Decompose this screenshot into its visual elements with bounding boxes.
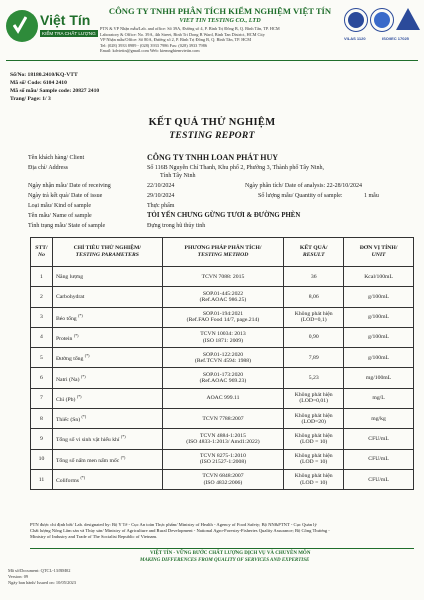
result-line: 5,23 xyxy=(308,375,319,382)
method-line: AOAC 999.11 xyxy=(206,395,240,402)
table-row xyxy=(31,327,414,347)
method-line: SOP.01-194:2021 xyxy=(202,311,244,318)
row-number: 1 xyxy=(40,273,43,280)
method-line: (ISO 1871: 2009) xyxy=(202,337,244,344)
unit-value: CFU/mL xyxy=(368,435,389,442)
report-number: Số/No: 18180.2410/KQ-VTT xyxy=(10,72,78,78)
method-line: (Ref.FAO Food 14/7, page.214) xyxy=(186,317,260,324)
row-number-cell xyxy=(31,327,53,347)
result-cell xyxy=(284,388,344,408)
analysis-date: Ngày phân tích/ Date of analysis: 22-28/10/2024 xyxy=(245,183,362,189)
result-cell xyxy=(284,267,344,287)
method-cell xyxy=(162,307,284,327)
parameter-cell xyxy=(52,449,162,469)
parameter-name: Protein xyxy=(55,335,73,342)
method-line: TCVN 10034: 2013 xyxy=(200,331,246,338)
unit-cell xyxy=(344,287,414,307)
unit-value: CFU/mL xyxy=(368,476,389,483)
column-header xyxy=(344,238,414,267)
unit-cell xyxy=(344,327,414,347)
parameter-name: Thiếc (Sn) xyxy=(55,417,81,424)
row-number-cell xyxy=(31,409,53,429)
parameter-name: Năng lượng xyxy=(55,273,84,280)
row-number: 3 xyxy=(40,314,43,321)
row-number-cell xyxy=(31,388,53,408)
parameter-name: Coliforms xyxy=(55,477,80,484)
triangle-cert-icon xyxy=(396,8,420,30)
table-row xyxy=(31,267,414,287)
unit-value: mg/100mL xyxy=(365,375,392,382)
parameter-cell xyxy=(52,429,162,449)
unit-value: mg/kg xyxy=(371,415,386,422)
header-contact-line: Tel: (028) 3933 8989 - (028) 3933 7986 Fax: (028) 3933 7986 xyxy=(100,42,207,48)
parameter-cell xyxy=(52,368,162,388)
row-number-cell xyxy=(31,429,53,449)
document-code: Mã số/Document: QTCL-13/BM02 xyxy=(8,568,71,573)
column-header xyxy=(284,238,344,267)
column-header-en: No xyxy=(38,252,45,258)
column-header-vn: ĐƠN VỊ TÍNH/ xyxy=(359,245,398,252)
accreditation-mark: (*) xyxy=(80,475,86,481)
method-cell xyxy=(162,449,284,469)
unit-cell xyxy=(344,388,414,408)
method-line: SOP.01-445:2022 xyxy=(202,290,244,297)
method-cell xyxy=(162,267,284,287)
quantity-label: Số lượng mẫu/ Quantity of sample: xyxy=(258,193,343,199)
method-line: (Ref.TCVN 4594: 1988) xyxy=(194,357,251,364)
designation-note: PTN được chỉ định bởi/ Lab. designated by: Bộ Y Tế - Cục An toàn Thực phẩm/ Ministry of Health - Agency of Food Safety; Bộ NN&PTNT - Cục Quản lý xyxy=(30,522,317,527)
row-number-cell xyxy=(31,287,53,307)
client-value: CÔNG TY TNHH LOAN PHÁT HUY xyxy=(147,153,279,162)
result-line: 36 xyxy=(310,273,317,280)
header-address-line: VP Nhận mẫu/Office: Số 80A, Đường số 2, P. Bình Trị Đông B, Q. Bình Tân, TP. HCM xyxy=(100,37,252,42)
result-cell xyxy=(284,348,344,368)
document-issued-date: Ngày ban hành/ Issued on: 10/05/2023 xyxy=(8,580,76,585)
row-number-cell xyxy=(31,449,53,469)
parameter-cell xyxy=(52,267,162,287)
result-line: Không phát hiện xyxy=(294,453,333,460)
parameter-cell xyxy=(52,409,162,429)
table-row xyxy=(31,469,414,489)
parameter-cell xyxy=(52,469,162,489)
designation-note: Chất lượng Nông Lâm sản và Thủy sản/ Ministry of Agriculture and Rural Development - National Agro-Forestry-Fisheries Quality Assurance; Bộ Công Thương - xyxy=(30,528,330,533)
accreditation-mark: (*) xyxy=(73,332,79,338)
unit-value: g/100mL xyxy=(368,334,389,341)
customer-code: Mã số/ Code: 6104 2410 xyxy=(10,80,67,86)
accreditation-mark: (*) xyxy=(76,393,82,399)
parameter-name: Tổng số vi sinh vật hiếu khí xyxy=(55,437,120,444)
accreditation-mark: (*) xyxy=(84,353,90,359)
header-divider xyxy=(6,60,418,61)
kind-value: Thực phẩm xyxy=(147,203,175,209)
method-cell xyxy=(162,327,284,347)
designation-note: Ministry of Industry and Trade of The Socialist Republic of Vietnam. xyxy=(30,534,158,539)
result-line: (LOD = 10) xyxy=(300,459,328,466)
row-number: 11 xyxy=(38,476,45,483)
unit-cell xyxy=(344,267,414,287)
result-line: (LOD=0,1) xyxy=(300,317,327,324)
result-cell xyxy=(284,469,344,489)
unit-cell xyxy=(344,368,414,388)
header-address-line: Laboratory & Office: No. 39A, 4th Street, Binh Tri Dong B Ward, Binh Tan District, HCM City xyxy=(100,31,265,37)
method-line: (ISO 4833-1:2013/ Amd1:2022) xyxy=(186,439,260,446)
parameter-name: Carbohydrat xyxy=(55,293,85,300)
sample-name-label: Tên mẫu/ Name of sample xyxy=(28,213,92,219)
accreditation-mark: (*) xyxy=(81,414,87,420)
logo-check-icon xyxy=(6,10,38,42)
result-cell xyxy=(284,368,344,388)
method-line: (Ref.AOAC 986.25) xyxy=(199,296,247,303)
result-line: 8,06 xyxy=(308,293,319,300)
receiving-date-value: 22/10/2024 xyxy=(147,183,175,189)
unit-value: mg/L xyxy=(372,395,385,402)
result-cell xyxy=(284,429,344,449)
footer-tagline-en: MAKING DIFFERENCES FROM QUALITY OF SERVICES AND EXPERTISE xyxy=(140,558,310,563)
kind-label: Loại mẫu/ Kind of sample xyxy=(28,203,91,209)
address-label: Địa chỉ/ Address xyxy=(28,165,68,171)
table-row xyxy=(31,429,414,449)
footer-tagline-vn: VIỆT TÍN - VỮNG BƯỚC CHẤT LƯỢNG DỊCH VỤ VÀ CHUYÊN MÔN xyxy=(150,551,311,556)
page-number: Trang/ Page: 1/ 3 xyxy=(10,96,51,102)
accreditation-mark: (*) xyxy=(120,454,126,460)
company-name-vn: CÔNG TY TNHH PHÂN TÍCH KIỂM NGHIỆM VIỆT TÍN xyxy=(108,6,332,16)
method-cell xyxy=(162,348,284,368)
column-header-vn: CHỈ TIÊU THỬ NGHIỆM/ xyxy=(73,245,141,252)
result-cell xyxy=(284,409,344,429)
unit-value: g/100mL xyxy=(368,354,389,361)
accreditation-mark: (*) xyxy=(80,373,86,379)
method-line: (ISO 4832:2006) xyxy=(203,479,243,486)
parameter-name: Chì (Pb) xyxy=(55,396,76,403)
unit-value: CFU/mL xyxy=(368,456,389,463)
row-number-cell xyxy=(31,267,53,287)
client-label: Tên khách hàng/ Client xyxy=(28,155,85,161)
method-cell xyxy=(162,287,284,307)
parameter-cell xyxy=(52,348,162,368)
address-value: Số 116B Nguyễn Chí Thanh, Khu phố 2, Phường 3, Thành phố Tây Ninh, xyxy=(147,165,325,171)
cert-caption: ISO/IEC 17025 xyxy=(382,36,409,41)
sample-state-value: Đựng trong hũ thủy tinh xyxy=(147,223,206,229)
column-header xyxy=(31,238,53,267)
company-logo xyxy=(6,8,94,46)
method-line: TCVN 4884-1:2015 xyxy=(199,432,246,439)
header-contact-line: Email: kdvietin@gmail.com Web: kiemnghiemvietin.com xyxy=(100,48,200,53)
table-row xyxy=(31,388,414,408)
method-line: SOP.01-173:2020 xyxy=(202,371,244,378)
result-cell xyxy=(284,449,344,469)
issue-date-value: 29/10/2024 xyxy=(147,193,175,199)
certification-logos xyxy=(344,6,420,46)
result-line: 7,89 xyxy=(308,354,319,361)
row-number-cell xyxy=(31,348,53,368)
address-value-cont: Tỉnh Tây Ninh xyxy=(160,173,196,179)
method-cell xyxy=(162,368,284,388)
row-number: 4 xyxy=(40,334,43,341)
receiving-date-label: Ngày nhận mẫu/ Date of receiving xyxy=(28,183,111,189)
row-number: 6 xyxy=(40,375,43,382)
result-line: 0,90 xyxy=(308,334,319,341)
footer-divider xyxy=(30,548,414,549)
result-line: Không phát hiện xyxy=(294,412,333,419)
method-line: (Ref.AOAC 969.23) xyxy=(199,378,247,385)
row-number: 5 xyxy=(40,354,43,361)
column-header-en: RESULT xyxy=(302,252,325,258)
column-header xyxy=(162,238,284,267)
sample-state-label: Tình trạng mẫu/ State of sample xyxy=(28,223,106,229)
brand-name: Việt Tín xyxy=(40,12,91,28)
method-line: TCVN 7088: 2015 xyxy=(201,273,245,280)
parameter-name: Natri (Na) xyxy=(55,376,80,383)
table-row xyxy=(31,348,414,368)
row-number: 8 xyxy=(40,415,43,422)
method-cell xyxy=(162,409,284,429)
cert-caption: VILAS 1120 xyxy=(344,36,366,41)
vilas-badge-icon xyxy=(344,8,368,32)
row-number-cell xyxy=(31,307,53,327)
accreditation-mark: (*) xyxy=(78,312,83,318)
result-line: Không phát hiện xyxy=(294,473,333,480)
unit-cell xyxy=(344,307,414,327)
row-number: 2 xyxy=(40,293,43,300)
iso-badge-icon xyxy=(370,8,394,32)
unit-cell xyxy=(344,348,414,368)
accreditation-mark: (*) xyxy=(120,434,126,440)
sample-code: Mã số mẫu/ Sample code: 20827 2410 xyxy=(10,88,100,94)
method-line: TCVN 6848:2007 xyxy=(202,473,244,480)
unit-cell xyxy=(344,449,414,469)
parameter-name: Tổng số nấm men nấm mốc xyxy=(55,457,120,464)
table-row xyxy=(31,287,414,307)
parameter-cell xyxy=(52,388,162,408)
report-title-vn: KẾT QUẢ THỬ NGHIỆM xyxy=(148,117,276,128)
result-line: (LOD=20) xyxy=(301,418,326,425)
row-number-cell xyxy=(31,469,53,489)
sample-name-value: TỎI YẾN CHƯNG GỪNG TƯƠI & ĐƯỜNG PHÈN xyxy=(147,212,301,219)
result-line: (LOD = 10) xyxy=(300,479,328,486)
row-number: 10 xyxy=(38,456,45,463)
column-header-en: UNIT xyxy=(371,252,386,258)
unit-cell xyxy=(344,469,414,489)
column-header xyxy=(52,238,162,267)
column-header-en: TESTING METHOD xyxy=(197,252,249,258)
result-line: Không phát hiện xyxy=(294,432,333,439)
brand-tag: KIỂM TRA CHẤT LƯỢNG xyxy=(42,31,96,36)
table-row xyxy=(31,368,414,388)
row-number: 7 xyxy=(40,395,43,402)
result-line: Không phát hiện xyxy=(294,311,333,318)
result-cell xyxy=(284,327,344,347)
unit-value: g/100mL xyxy=(368,314,389,321)
column-header-vn: STT/ xyxy=(35,245,48,252)
issue-date-label: Ngày trả kết quả/ Date of issue xyxy=(28,193,103,199)
header-address-line: PTN & VP Nhận mẫu/Lab. and office: Số 39A, Đường số 4, P. Bình Trị Đông B, Q. Bình Tân, TP. HCM xyxy=(100,26,280,31)
method-line: SOP.01-122:2020 xyxy=(202,351,244,358)
column-header-en: TESTING PARAMETERS xyxy=(75,252,139,258)
parameter-cell xyxy=(52,287,162,307)
row-number-cell xyxy=(31,368,53,388)
parameter-cell xyxy=(52,327,162,347)
method-line: TCVN 8275-1:2010 xyxy=(199,453,246,460)
method-line: TCVN 7788:2007 xyxy=(202,415,244,422)
table-row xyxy=(31,449,414,469)
unit-value: g/100mL xyxy=(368,293,389,300)
document-version: Version: 09 xyxy=(8,574,29,579)
parameter-cell xyxy=(52,307,162,327)
report-title-en: TESTING REPORT xyxy=(169,130,255,141)
table-header-row xyxy=(31,238,414,267)
table-row xyxy=(31,307,414,327)
parameter-name: Đường tổng xyxy=(55,356,84,363)
unit-cell xyxy=(344,409,414,429)
result-line: Không phát hiện xyxy=(294,392,333,399)
unit-value: Kcal/100mL xyxy=(364,273,393,280)
result-line: (LOD=0,01) xyxy=(299,398,329,405)
method-line: (ISO 21527-1:2008) xyxy=(199,459,247,466)
method-cell xyxy=(162,388,284,408)
unit-cell xyxy=(344,429,414,449)
parameter-name: Béo tổng xyxy=(55,315,77,322)
result-cell xyxy=(284,287,344,307)
quantity-value: 1 mẫu xyxy=(364,193,379,199)
company-name-en: VIET TIN TESTING CO., LTD xyxy=(179,17,261,24)
column-header-vn: KẾT QUẢ/ xyxy=(299,245,328,252)
method-cell xyxy=(162,469,284,489)
result-cell xyxy=(284,307,344,327)
result-line: (LOD = 10) xyxy=(300,439,328,446)
column-header-vn: PHƯƠNG PHÁP PHÂN TÍCH/ xyxy=(184,245,262,252)
method-cell xyxy=(162,429,284,449)
results-table xyxy=(30,237,414,490)
table-row xyxy=(31,409,414,429)
row-number: 9 xyxy=(40,435,43,442)
